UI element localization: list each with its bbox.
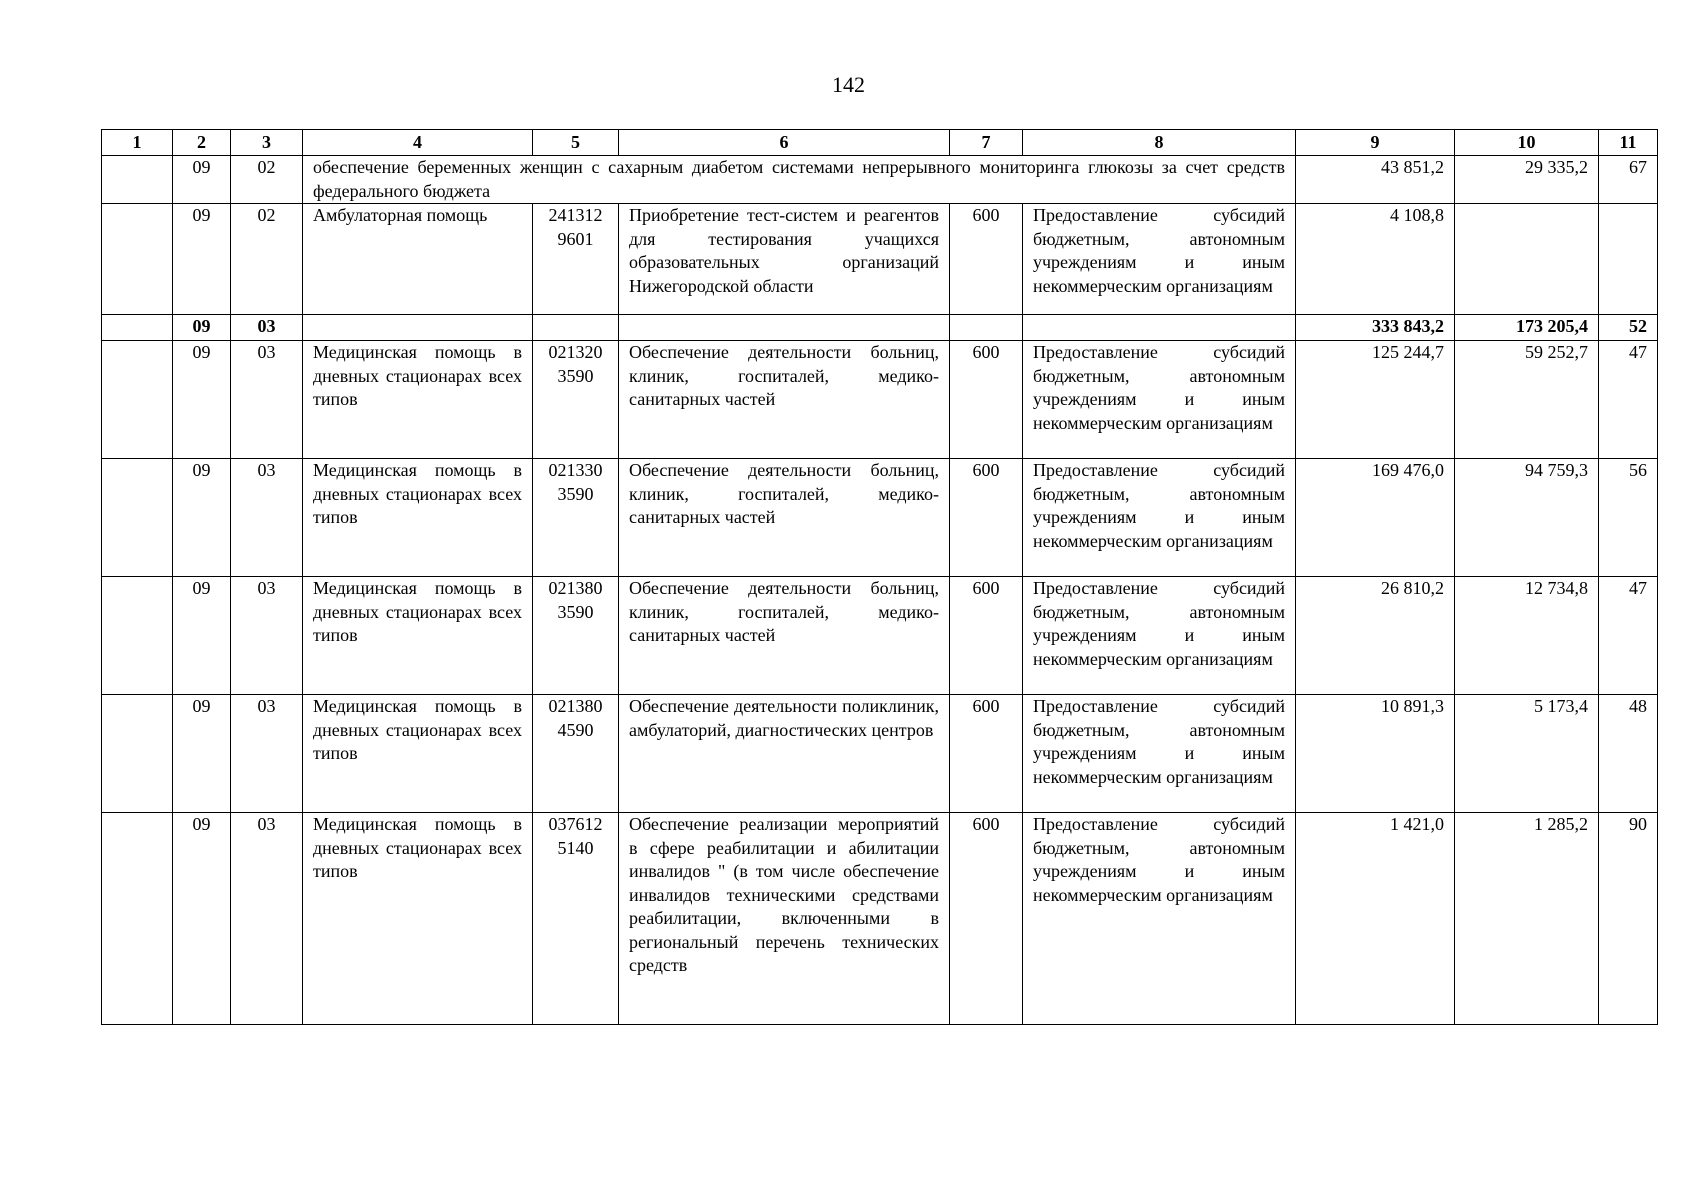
cell-expense-description: Предоставление субсидий бюджетным, автономным учреждениям и иным некоммерческим организациям bbox=[1023, 459, 1296, 577]
cell-col1 bbox=[102, 341, 173, 459]
cell-planned-amount: 169 476,0 bbox=[1296, 459, 1455, 577]
cell-percent: 47 bbox=[1599, 341, 1658, 459]
cell-target-code: 241312 9601 bbox=[533, 204, 619, 315]
cell-care-type: Медицинская помощь в дневных стационарах всех типов bbox=[303, 341, 533, 459]
cell-col1 bbox=[102, 315, 173, 341]
cell-subsection: 03 bbox=[231, 459, 303, 577]
cell-care-type: Медицинская помощь в дневных стационарах всех типов bbox=[303, 695, 533, 813]
cell-section: 09 bbox=[173, 459, 231, 577]
table-row bbox=[102, 695, 1658, 813]
cell-planned-amount: 43 851,2 bbox=[1296, 156, 1455, 204]
cell-section: 09 bbox=[173, 315, 231, 341]
cell-percent: 56 bbox=[1599, 459, 1658, 577]
cell-expense-type: 600 bbox=[950, 204, 1023, 315]
cell-percent: 47 bbox=[1599, 577, 1658, 695]
cell-percent: 67 bbox=[1599, 156, 1658, 204]
cell-actual-amount: 94 759,3 bbox=[1455, 459, 1599, 577]
cell-actual-amount: 1 285,2 bbox=[1455, 813, 1599, 1025]
cell-expense-description: Предоставление субсидий бюджетным, автономным учреждениям и иным некоммерческим организациям bbox=[1023, 341, 1296, 459]
column-header: 10 bbox=[1455, 130, 1599, 156]
cell-percent: 52 bbox=[1599, 315, 1658, 341]
cell-expense-description: Предоставление субсидий бюджетным, автономным учреждениям и иным некоммерческим организациям bbox=[1023, 813, 1296, 1025]
cell-subsection: 03 bbox=[231, 695, 303, 813]
cell-section: 09 bbox=[173, 695, 231, 813]
cell-actual-amount: 59 252,7 bbox=[1455, 341, 1599, 459]
column-header: 3 bbox=[231, 130, 303, 156]
cell-planned-amount: 125 244,7 bbox=[1296, 341, 1455, 459]
column-header: 5 bbox=[533, 130, 619, 156]
cell-subsection: 02 bbox=[231, 156, 303, 204]
cell-planned-amount: 26 810,2 bbox=[1296, 577, 1455, 695]
cell-care-type: Медицинская помощь в дневных стационарах всех типов bbox=[303, 577, 533, 695]
cell-expense-type: 600 bbox=[950, 813, 1023, 1025]
cell-target-code: 037612 5140 bbox=[533, 813, 619, 1025]
cell-care-type: Медицинская помощь в дневных стационарах всех типов bbox=[303, 459, 533, 577]
cell-purpose: Приобретение тест-систем и реагентов для тестирования учащихся образовательных организаций Нижегородской области bbox=[619, 204, 950, 315]
cell-section: 09 bbox=[173, 341, 231, 459]
cell-expense-description bbox=[1023, 315, 1296, 341]
cell-purpose bbox=[619, 315, 950, 341]
cell-care-type bbox=[303, 315, 533, 341]
cell-purpose: Обеспечение деятельности больниц, клиник, госпиталей, медико-санитарных частей bbox=[619, 577, 950, 695]
cell-actual-amount: 12 734,8 bbox=[1455, 577, 1599, 695]
budget-table bbox=[101, 129, 1658, 1025]
table-row bbox=[102, 156, 1658, 204]
cell-description: обеспечение беременных женщин с сахарным диабетом системами непрерывного мониторинга глюкозы за счет средств федерального бюджета bbox=[303, 156, 1296, 204]
cell-expense-type: 600 bbox=[950, 341, 1023, 459]
column-header: 4 bbox=[303, 130, 533, 156]
cell-target-code bbox=[533, 315, 619, 341]
cell-expense-type: 600 bbox=[950, 459, 1023, 577]
cell-actual-amount: 173 205,4 bbox=[1455, 315, 1599, 341]
cell-expense-type bbox=[950, 315, 1023, 341]
cell-target-code: 021330 3590 bbox=[533, 459, 619, 577]
cell-target-code: 021380 3590 bbox=[533, 577, 619, 695]
page-number: 142 bbox=[832, 72, 865, 97]
cell-col1 bbox=[102, 577, 173, 695]
column-header: 9 bbox=[1296, 130, 1455, 156]
cell-percent: 90 bbox=[1599, 813, 1658, 1025]
column-header: 2 bbox=[173, 130, 231, 156]
column-header: 6 bbox=[619, 130, 950, 156]
table-row bbox=[102, 577, 1658, 695]
cell-planned-amount: 4 108,8 bbox=[1296, 204, 1455, 315]
cell-percent bbox=[1599, 204, 1658, 315]
cell-col1 bbox=[102, 813, 173, 1025]
column-header: 1 bbox=[102, 130, 173, 156]
subtotal-row bbox=[102, 315, 1658, 341]
cell-section: 09 bbox=[173, 156, 231, 204]
cell-subsection: 02 bbox=[231, 204, 303, 315]
column-number-row bbox=[102, 130, 1658, 156]
cell-expense-type: 600 bbox=[950, 695, 1023, 813]
cell-subsection: 03 bbox=[231, 813, 303, 1025]
cell-purpose: Обеспечение деятельности больниц, клиник, госпиталей, медико-санитарных частей bbox=[619, 459, 950, 577]
cell-expense-description: Предоставление субсидий бюджетным, автономным учреждениям и иным некоммерческим организациям bbox=[1023, 577, 1296, 695]
cell-actual-amount: 5 173,4 bbox=[1455, 695, 1599, 813]
cell-col1 bbox=[102, 695, 173, 813]
cell-expense-description: Предоставление субсидий бюджетным, автономным учреждениям и иным некоммерческим организациям bbox=[1023, 695, 1296, 813]
table-row bbox=[102, 341, 1658, 459]
cell-col1 bbox=[102, 459, 173, 577]
cell-purpose: Обеспечение реализации мероприятий в сфере реабилитации и абилитации инвалидов " (в том числе обеспечение инвалидов техническими средствами реабилитации, включенными в региональный перечень технических средств bbox=[619, 813, 950, 1025]
cell-actual-amount bbox=[1455, 204, 1599, 315]
table-row bbox=[102, 204, 1658, 315]
cell-col1 bbox=[102, 204, 173, 315]
cell-care-type: Медицинская помощь в дневных стационарах всех типов bbox=[303, 813, 533, 1025]
cell-planned-amount: 333 843,2 bbox=[1296, 315, 1455, 341]
cell-section: 09 bbox=[173, 813, 231, 1025]
column-header: 8 bbox=[1023, 130, 1296, 156]
cell-section: 09 bbox=[173, 577, 231, 695]
cell-purpose: Обеспечение деятельности поликлиник, амбулаторий, диагностических центров bbox=[619, 695, 950, 813]
cell-expense-description: Предоставление субсидий бюджетным, автономным учреждениям и иным некоммерческим организациям bbox=[1023, 204, 1296, 315]
cell-planned-amount: 10 891,3 bbox=[1296, 695, 1455, 813]
cell-percent: 48 bbox=[1599, 695, 1658, 813]
cell-subsection: 03 bbox=[231, 315, 303, 341]
cell-planned-amount: 1 421,0 bbox=[1296, 813, 1455, 1025]
column-header: 7 bbox=[950, 130, 1023, 156]
cell-expense-type: 600 bbox=[950, 577, 1023, 695]
cell-section: 09 bbox=[173, 204, 231, 315]
cell-care-type: Амбулаторная помощь bbox=[303, 204, 533, 315]
cell-purpose: Обеспечение деятельности больниц, клиник, госпиталей, медико-санитарных частей bbox=[619, 341, 950, 459]
cell-actual-amount: 29 335,2 bbox=[1455, 156, 1599, 204]
column-header: 11 bbox=[1599, 130, 1658, 156]
cell-subsection: 03 bbox=[231, 577, 303, 695]
table-row bbox=[102, 813, 1658, 1025]
cell-target-code: 021380 4590 bbox=[533, 695, 619, 813]
cell-subsection: 03 bbox=[231, 341, 303, 459]
cell-col1 bbox=[102, 156, 173, 204]
table-row bbox=[102, 459, 1658, 577]
cell-target-code: 021320 3590 bbox=[533, 341, 619, 459]
